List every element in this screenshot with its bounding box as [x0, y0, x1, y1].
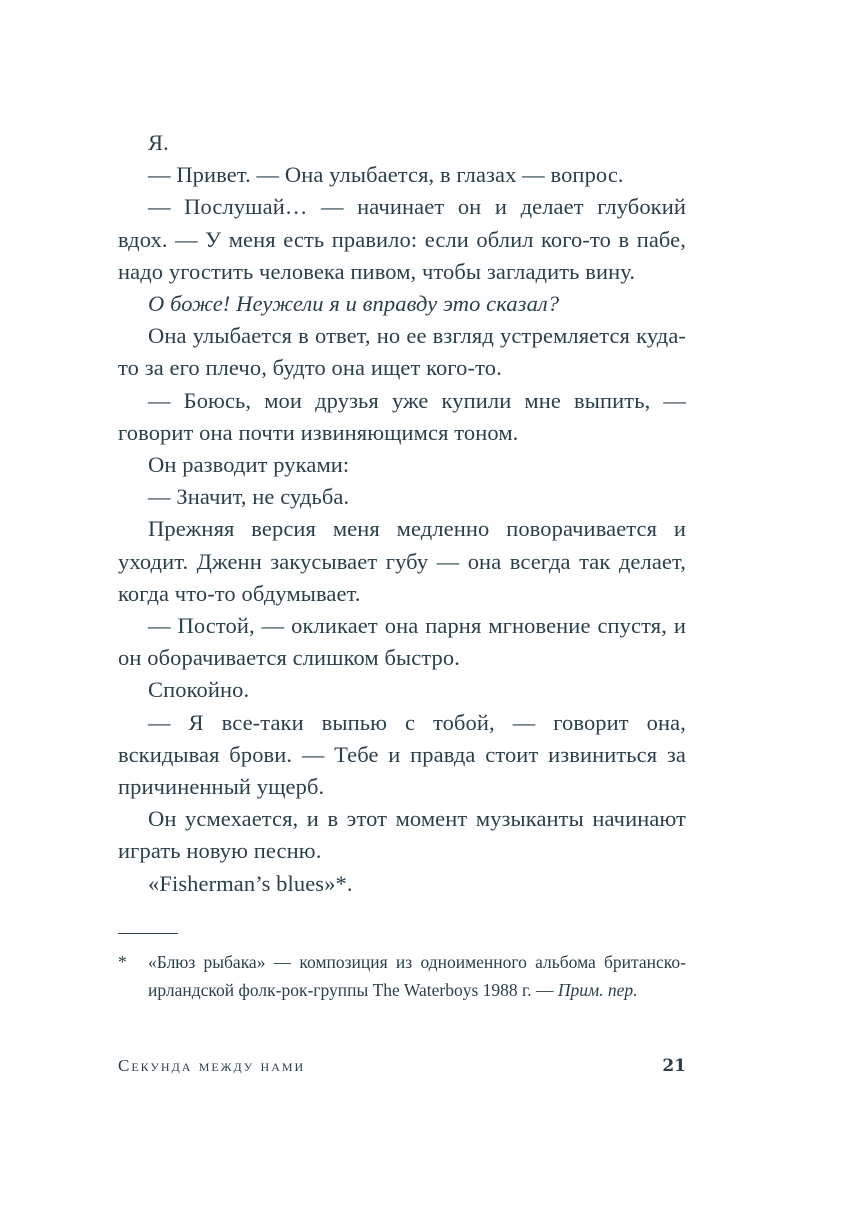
page-number: 21 — [662, 1056, 686, 1076]
footnote — [118, 948, 686, 1004]
paragraph: Я. — [148, 130, 169, 155]
paragraph: — Послушай… — начинает он и делает глубокий вдох. — У меня есть правило: если облил кого-то в пабе, надо угостить человека пивом, чтобы загладить вину. — [118, 194, 686, 284]
footnote-mark: * — [118, 952, 127, 972]
paragraph: — Постой, — окликает она парня мгновение спустя, и он оборачивается слишком быстро. — [118, 613, 686, 671]
page-footer — [118, 1056, 686, 1082]
paragraph: Она улыбается в ответ, но ее взгляд устремляется куда-то за его плечо, будто она ищет кого-то. — [118, 323, 686, 381]
paragraph: — Значит, не судьба. — [148, 484, 350, 510]
paragraph: Спокойно. — [148, 677, 250, 703]
paragraph: — Боюсь, мои друзья уже купили мне выпить, — говорит она почти извиняющимся тоном. — [118, 387, 686, 445]
paragraph: Он усмехается, и в этот момент музыканты начинают играть новую песню. — [118, 806, 686, 864]
paragraph: — Привет. — Она улыбается, в глазах — вопрос. — [148, 162, 624, 188]
paragraph-italic-thought: О боже! Неужели я и вправду это сказал? — [148, 291, 560, 317]
paragraph: — Я все-таки выпью с тобой, — говорит она, вскидывая брови. — Тебе и правда стоит извиниться за причиненный ущерб. — [118, 709, 686, 800]
footnote-body — [148, 948, 686, 1004]
paragraph: Прежняя версия меня медленно поворачивается и уходит. Дженн закусывает губу — она всегда так делает, когда что-то обдумывает. — [118, 516, 686, 606]
footnote-divider — [118, 933, 178, 934]
footnote-text: «Блюз рыбака» — композиция из одноименного альбома британско-ирландской фолк-рок-группы The Waterboys 1988 г. — — [148, 952, 686, 1000]
body-text — [118, 127, 686, 900]
running-head: Секунда между нами — [118, 1056, 306, 1075]
paragraph: «Fisherman’s blues»*. — [148, 870, 353, 896]
paragraph: Он разводит руками: — [148, 452, 350, 478]
translator-note: Прим. пер. — [557, 980, 638, 1000]
